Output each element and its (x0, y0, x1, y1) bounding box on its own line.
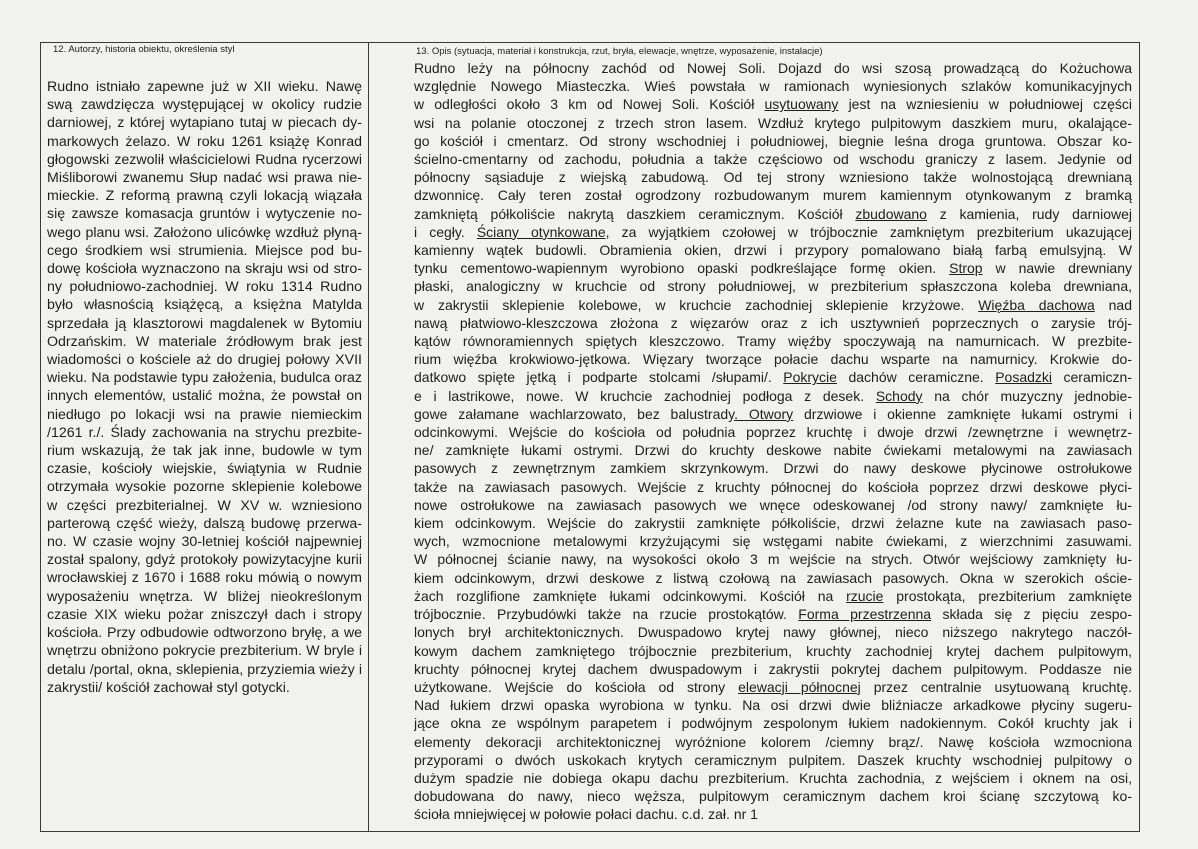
text-line: rium wskazują, że tak jak inne, budowle w tym (47, 443, 362, 460)
text-fragment: wych, wzmocnione metalowymi krzyżującymi się wstęgami nabite ćwiekami, z wierzchnimi zasuwami. (414, 533, 1132, 550)
text-fragment: trójbocznie. Przybudówki także na rzucie prostokątów. (414, 606, 799, 623)
text-line (414, 678, 1132, 696)
text-fragment: ścielno-cmentarny od zachodu, południa a także częściowo od wschodu graniczy z lasem. Jedynie od (414, 151, 1132, 168)
text-line (414, 150, 1132, 168)
text-line: było własnością książęcą, a księżna Matylda (47, 297, 362, 314)
text-fragment: dachów ceramiczne. (836, 369, 996, 386)
text-line: wnętrzu obniżono pokrycie prezbiterium. W bryle i (47, 643, 362, 660)
text-line: cego środkiem wsi strumienia. Miejsce pod bu- (47, 242, 362, 259)
history-heading: 12. Autorzy, historia obiektu, określenia styl (53, 44, 235, 55)
text-fragment: W północnej ścianie nawy, na wysokości około 3 m wejście na strych. Otwór wejściowy zamknięty łu- (414, 551, 1132, 568)
text-line (414, 478, 1132, 496)
text-line: ny południowo-zachodniej. W roku 1314 Rudno (47, 279, 362, 296)
text-line (414, 186, 1132, 204)
text-line: sprzedała ją klasztorowi magdalenek w Bytomiu (47, 315, 362, 332)
text-line: Miśliborowi zwanemu Słup nadać wsi prawa nie- (47, 170, 362, 187)
underlined-term: Schody (875, 387, 923, 404)
description-text (414, 59, 1132, 824)
text-line (414, 241, 1132, 259)
text-line (414, 114, 1132, 132)
text-line: się zawsze komasacja gruntów i wytyczenie no- (47, 206, 362, 223)
text-line: niedługo po lokacji wsi na prawie niemieckim (47, 406, 362, 423)
text-fragment: nad (1094, 296, 1132, 313)
text-fragment: go kościół i cmentarz. Od strony wschodniej i południowej, biegnie leśna droga gruntowa. Obszar ko- (414, 132, 1132, 149)
text-fragment: ne/ zamknięte łukami ostrymi. Drzwi do kruchty deskowe nabite ćwiekami metalowymi na zawiasach (414, 442, 1132, 459)
text-fragment: gowe załamane wachlarzowato, bez balustrady (414, 405, 735, 422)
text-fragment: drzwiowe i okienne zamknięte łukami ostrymi i (793, 405, 1132, 422)
description-heading: 13. Opis (sytuacja, materiał i konstrukcja, rzut, bryła, elewacje, wnętrze, wyposażenie, instalacje) (416, 46, 823, 57)
text-line (414, 696, 1132, 714)
text-line (414, 787, 1132, 805)
text-line (414, 95, 1132, 113)
text-fragment: dzwonnicę. Cały teren został ogrodzony rozbudowanym murem kamiennym otynkowanym z bramką (414, 187, 1132, 204)
text-fragment: kiem odcinkowym. Wejście do zakrystii zamknięte półkoliście, drzwi żelazne kute na zawiasach paso- (414, 515, 1132, 532)
text-fragment: Rudno leży na północny zachód od Nowej Soli. Dojazd do wsi szosą prowadzącą do Kożuchowa (414, 60, 1132, 76)
text-fragment: płaski, analogiczny w kruchcie od strony południowej, w prezbiterium spłaszczona koleba drewniana, (414, 278, 1132, 295)
text-line: Odrzańskim. W materiale źródłowym brak jest (47, 333, 362, 350)
text-fragment: północny sąsiaduje z wiejską zabudową. Od tej strony wzniesiono także wolnostojącą drewnianą (414, 169, 1132, 186)
text-fragment: ceramiczn- (1052, 369, 1132, 386)
underlined-term: Strop (949, 260, 983, 277)
text-fragment: i cegły. (414, 223, 477, 240)
text-line: dowę kościoła wyznaczono na skraju wsi od stro- (47, 261, 362, 278)
underlined-term: Pokrycie (783, 369, 837, 386)
underlined-term: . Otwory (734, 405, 794, 422)
text-line: wrocławskiej z 1670 i 1688 roku mówią o nowym (47, 570, 362, 587)
text-line: kościoła. Przy odbudowie odtworzono bryłę, a we (47, 625, 362, 642)
text-fragment: na chór muzyczny jednobie- (922, 387, 1132, 404)
underlined-term: rzucie (846, 587, 884, 604)
text-fragment: jest na wzniesieniu w południowej części (838, 96, 1132, 113)
text-fragment: przyporami o dwóch uskokach krytych ceramicznym pulpitem. Daszek kruchty wschodniej pulpitowy o (414, 751, 1132, 768)
text-fragment: rium więźba krokwiowo-jętkowa. Więzary tworzące połacie dachu wsparte na namurnicy. Krokwie do- (414, 351, 1132, 368)
text-line (414, 514, 1132, 532)
text-line (414, 587, 1132, 605)
text-line (414, 605, 1132, 623)
text-line: mieckie. Z reformą prawną czyli lokacją wiązała (47, 188, 362, 205)
text-line: Rudno istniało zapewne już w XII wieku. Nawę (47, 79, 362, 95)
text-line: darniowej, z której wytapiano tutaj w piecach dy- (47, 115, 362, 132)
text-line (414, 77, 1132, 95)
text-fragment: dobudowana do nawy, nieco węższa, pulpitowym ceramicznym dachem kroi ścianę szczytową ko- (414, 788, 1132, 805)
text-fragment: w nawie drewniany (982, 260, 1132, 277)
text-line: wego planu wsi. Założono ulicówkę wzdłuż płyną- (47, 224, 362, 241)
text-fragment: żach rozglifione zamknięte łukami odcinkowymi. Kościół na (414, 587, 847, 604)
history-text (47, 78, 362, 697)
text-line (414, 132, 1132, 150)
text-line: no. W czasie wojny 30-letniej kościół najpewniej (47, 534, 362, 551)
text-line (414, 296, 1132, 314)
text-fragment: użytkowane. Wejście do kościoła od strony (414, 678, 739, 695)
text-fragment: składa się z pięciu zespo- (931, 606, 1132, 623)
text-fragment: kiem odcinkowym, drzwi deskowe z listwą czołową na zawiasach pasowych. Okna w szerokich oście- (414, 569, 1132, 586)
text-line: wiadomości o kościele aż do drugiej połowy XVII (47, 352, 362, 369)
text-line (414, 59, 1132, 77)
text-line (414, 660, 1132, 678)
text-fragment: e i lastrikowe, nowe. W kruchcie zachodniej podłoga z desek. (414, 387, 876, 404)
text-line (414, 314, 1132, 332)
text-fragment: kamienny wątek budowli. Obramienia okien, drzwi i przypory pomalowano białą farbą emulsyjną. W (414, 242, 1132, 259)
text-fragment: kruchty północnej krytej dachem dwuspadowym i zakrystii pokrytej dachem pulpitowym. Poddasze nie (414, 660, 1132, 677)
text-line (414, 259, 1132, 277)
text-fragment: także na zawiasach pasowych. Wejście z kruchty północnej do kościoła poprzez drzwi deskowe płyci- (414, 478, 1132, 495)
text-fragment: lonych brył architektonicznych. Dwuspadowo krytej nawy głównej, nieco niższego nakrytego naczół- (414, 624, 1132, 641)
text-fragment: przez centralnie usytuowaną kruchtę. (860, 678, 1132, 695)
text-fragment: względnie Nowego Miasteczka. Wieś powstała w ramionach wyniesionych szlaków komunikacyjnych (414, 78, 1132, 95)
text-fragment: w odległości około 3 km od Nowej Soli. Kościół (414, 96, 765, 113)
text-fragment: nowe ostrołukowe na zawiasach pasowych we wnęce odeskowanej /od strony nawy/ zamknięte łu- (414, 496, 1132, 513)
text-fragment: elementy dekoracji architektonicznej wyróżnione kolorem /ciemny brąz/. Nawę kościoła wzmocniona (414, 733, 1132, 750)
text-fragment: nawą płatwiowo-kleszczowa złożona z więzarów oraz z ich usztywnień poprzecznych o zarysie trój- (414, 314, 1132, 331)
underlined-term: elewacji północnej (738, 678, 861, 695)
text-fragment: ścioła mniejwięcej w połowie połaci dachu. c.d. zał. nr 1 (414, 806, 758, 823)
text-line (414, 441, 1132, 459)
text-line: został spalony, gdyż protokoły powizytacyjne kurii (47, 552, 362, 569)
text-line: innych elementów, ustalić można, że powstał on (47, 388, 362, 405)
text-line (414, 168, 1132, 186)
underlined-term: usytuowany (764, 96, 839, 113)
text-fragment: dużym spadzie nie dobiega okapu dachu prezbiterium. Kruchta zachodnia, z wejściem i oknem na osi, (414, 769, 1132, 786)
text-line (414, 769, 1132, 787)
text-line (414, 733, 1132, 751)
text-line: /1261 r./. Ślady zachowania na strychu prezbite- (47, 424, 362, 441)
text-line (414, 623, 1132, 641)
text-line: zakrystii/ kościół zachował styl gotycki. (47, 679, 290, 696)
text-fragment: zamkniętą półkoliście nakrytą daszkiem ceramicznym. Kościół (414, 205, 856, 222)
text-line: swą zawdzięcza występującej w okolicy rudzie (47, 97, 362, 114)
text-fragment: odcinkowymi. Wejście do kościoła od południa poprzez kruchtę i dwoje drzwi /zewnętrzne i wewnętrz- (414, 424, 1132, 441)
text-line (414, 569, 1132, 587)
text-fragment: datkowo spięte jętką i podparte stolcami /słupami/. (414, 369, 784, 386)
text-line (414, 223, 1132, 241)
underlined-term: Posadzki (995, 369, 1053, 386)
text-line (414, 277, 1132, 295)
text-line (414, 350, 1132, 368)
text-line: czasie, kościoły wiejskie, świątynia w Rudnie (47, 461, 362, 478)
text-line (414, 496, 1132, 514)
text-fragment: jące okna ze wspólnym parapetem i podwójnym zespolonym łukiem nadokiennym. Cokół kruchty jak i (414, 715, 1132, 732)
text-fragment: w zakrystii sklepienie kolebowe, w kruchcie zachodniej sklepienie krzyżowe. (414, 296, 979, 313)
text-fragment: z kamienia, rudy darniowej (926, 205, 1132, 222)
text-line (414, 642, 1132, 660)
text-line (414, 751, 1132, 769)
text-fragment: kątów równoramiennych spiętych kleszczowo. Tramy więźby spoczywają na namurnicach. W prezbite- (414, 333, 1132, 350)
history-column (47, 44, 362, 697)
text-line (414, 550, 1132, 568)
text-fragment: pasowych z zewnętrznym zamkiem skrzynkowym. Drzwi do nawy deskowe płycinowe ostrołukowe (414, 460, 1132, 477)
text-fragment: kowym dachem zamkniętego trójbocznie prezbiterium, kruchty zachodniej krytej dachem pulpitowym, (414, 642, 1132, 659)
underlined-term: zbudowano (855, 205, 927, 222)
text-fragment: Nad łukiem drzwi opaska wyrobiona w tynku. Na osi drzwi dwie bliźniacze arkadkowe płyciny sugeru- (414, 697, 1132, 714)
text-line (414, 423, 1132, 441)
text-fragment: prostokąta, prezbiterium zamknięte (883, 587, 1132, 604)
text-line (414, 405, 1132, 423)
text-line (414, 459, 1132, 477)
text-fragment: wsi na polanie otoczonej z trzech stron lasem. Wzdłuż krytego pulpitowym daszkiem muru, okalające- (414, 114, 1132, 131)
description-column (414, 44, 1132, 824)
column-divider (368, 42, 369, 832)
text-line: detalu /portal, okna, sklepienia, przyziemia wieży i (47, 661, 362, 678)
text-line: otrzymała wysokie pozorne sklepienie kolebowe (47, 479, 362, 496)
text-line (414, 332, 1132, 350)
text-fragment: za wyjątkiem czołowej w trójbocznie zamkniętym prezbiterium ukazującej (609, 223, 1132, 240)
text-fragment: tynku cementowo-wapiennym wyrobiono opaski podkreślające formę okien. (414, 260, 950, 277)
text-line: czasie XIX wieku pożar zniszczył dach i stropy (47, 606, 362, 623)
text-line (414, 205, 1132, 223)
underlined-term: Więźba dachowa (978, 296, 1095, 313)
text-line (414, 805, 1132, 823)
text-line (414, 387, 1132, 405)
text-line (414, 368, 1132, 386)
text-line (414, 714, 1132, 732)
text-line: parterową część wieży, dalszą budowę przerwa- (47, 515, 362, 532)
underlined-term: Ściany otynkowane, (476, 223, 610, 240)
text-line: wieku. Na podstawie typu założenia, budulca oraz (47, 370, 362, 387)
text-line: wyposażeniu wnętrza. W bliżej nieokreślonym (47, 588, 362, 605)
text-line: głogowski zezwolił właścicielowi Rudna rycerzowi (47, 151, 362, 168)
text-line: markowych żelazo. W roku 1261 książę Konrad (47, 133, 362, 150)
underlined-term: Forma przestrzenna (798, 606, 932, 623)
text-line (414, 532, 1132, 550)
text-line: w części prezbiterialnej. W XV w. wzniesiono (47, 497, 362, 514)
